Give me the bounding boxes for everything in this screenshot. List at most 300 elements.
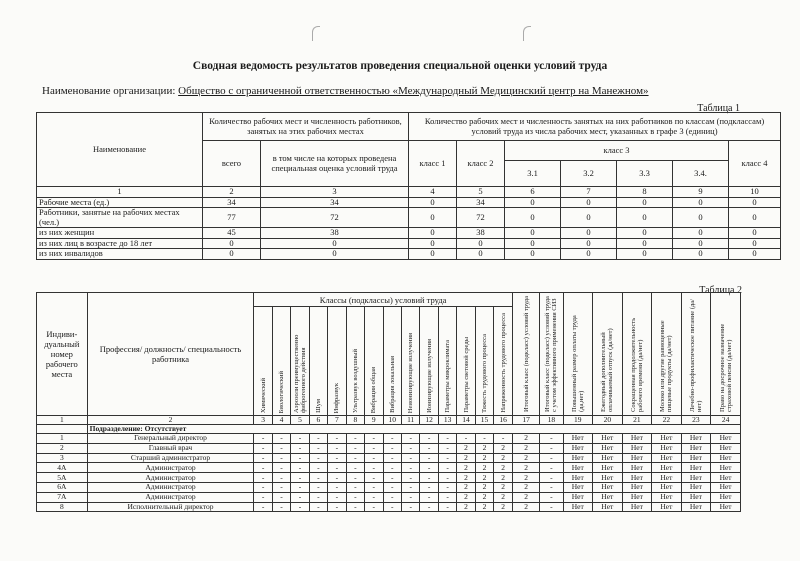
t1-row bbox=[37, 249, 781, 260]
t2-cell: - bbox=[420, 482, 438, 492]
t2-col-number: 3 bbox=[254, 416, 272, 425]
t2-cell: - bbox=[383, 473, 401, 483]
t2-profession: Старший администратор bbox=[87, 453, 254, 463]
t1-header-total: всего bbox=[203, 141, 261, 187]
t2-cell: - bbox=[457, 434, 475, 444]
t2-cell: - bbox=[365, 463, 383, 473]
t2-cell: Нет bbox=[681, 453, 711, 463]
t1-col-number: 8 bbox=[617, 187, 673, 198]
t2-cell: - bbox=[272, 443, 290, 453]
t2-header-factor-wrap bbox=[402, 307, 419, 415]
t1-cell: 0 bbox=[457, 238, 505, 249]
t2-cell: - bbox=[420, 463, 438, 473]
t2-cell: Нет bbox=[563, 453, 593, 463]
t1-cell: 0 bbox=[203, 238, 261, 249]
t2-header-extra-col bbox=[540, 293, 563, 416]
t2-cell: 2 bbox=[457, 473, 475, 483]
t2-profession: Администратор bbox=[87, 492, 254, 502]
t2-cell: - bbox=[291, 502, 309, 512]
t1-cell: 72 bbox=[261, 208, 409, 228]
t2-cell: - bbox=[494, 434, 513, 444]
t1-cell: 0 bbox=[673, 249, 729, 260]
t2-cell: Нет bbox=[711, 453, 741, 463]
t2-cell: - bbox=[540, 473, 563, 483]
t2-cell: - bbox=[328, 473, 346, 483]
t2-header-factor-text: Биологический bbox=[278, 370, 286, 413]
t1-cell: 0 bbox=[505, 238, 561, 249]
t2-cell: - bbox=[272, 473, 290, 483]
t2-cell: - bbox=[309, 453, 327, 463]
t2-cell: Нет bbox=[711, 492, 741, 502]
t2-cell: - bbox=[401, 492, 419, 502]
t2-header-extra-wrap bbox=[682, 294, 711, 414]
t2-cell: Нет bbox=[681, 434, 711, 444]
t2-cell: - bbox=[438, 492, 456, 502]
t2-cell: - bbox=[401, 473, 419, 483]
t2-cell: Нет bbox=[563, 463, 593, 473]
t2-header-factor-wrap bbox=[310, 307, 327, 415]
t2-cell: - bbox=[346, 482, 364, 492]
t1-cell: 0 bbox=[561, 228, 617, 239]
t2-cell: - bbox=[540, 463, 563, 473]
t2-cell: Нет bbox=[652, 482, 682, 492]
t1-cell: 0 bbox=[617, 238, 673, 249]
t2-header-factor-text: Вибрация общая bbox=[370, 366, 378, 413]
t1-header-class3-1: 3.1 bbox=[505, 161, 561, 187]
t1-header-class4: класс 4 bbox=[729, 141, 781, 187]
t2-header-factor bbox=[438, 307, 456, 416]
t2-cell: - bbox=[272, 434, 290, 444]
table2 bbox=[36, 292, 741, 512]
t2-profession: Администратор bbox=[87, 463, 254, 473]
t1-header-classes: Количество рабочих мест и численность занятых на них работников по классам (подклассам) условий труда из числа рабочих мест, указанных в графе 3 (единиц) bbox=[409, 113, 781, 141]
t2-cell: Нет bbox=[593, 443, 623, 453]
t2-header-factor-wrap bbox=[457, 307, 474, 415]
t2-cell: - bbox=[346, 443, 364, 453]
table1-label: Таблица 1 bbox=[697, 103, 740, 114]
t2-header-factor-wrap bbox=[328, 307, 345, 415]
t1-col-number: 10 bbox=[729, 187, 781, 198]
t2-subdivision-row bbox=[37, 425, 741, 434]
t2-cell: Нет bbox=[652, 492, 682, 502]
t1-cell: 45 bbox=[203, 228, 261, 239]
t2-cell: - bbox=[272, 492, 290, 502]
t2-header-factor bbox=[291, 307, 309, 416]
t2-col-number: 6 bbox=[309, 416, 327, 425]
t2-col-number: 17 bbox=[512, 416, 539, 425]
table1 bbox=[36, 112, 781, 260]
t2-header-factor-text: Неионизирующие излучения bbox=[407, 332, 415, 413]
t2-workplace-number: 5А bbox=[37, 473, 88, 483]
t2-row bbox=[37, 502, 741, 512]
t2-cell: - bbox=[383, 463, 401, 473]
t2-row bbox=[37, 453, 741, 463]
t2-cell: - bbox=[401, 482, 419, 492]
t1-cell: 0 bbox=[729, 197, 781, 208]
t2-cell: - bbox=[383, 434, 401, 444]
t1-col-number: 1 bbox=[37, 187, 203, 198]
t2-header-factor-text: Ультразвук воздушный bbox=[351, 349, 359, 413]
t1-row-label: Рабочие места (ед.) bbox=[37, 197, 203, 208]
t2-cell: - bbox=[401, 502, 419, 512]
t2-workplace-number: 4А bbox=[37, 463, 88, 473]
t2-header-factor-wrap bbox=[439, 307, 456, 415]
t2-header-factor bbox=[346, 307, 364, 416]
t1-cell: 0 bbox=[505, 208, 561, 228]
t1-cell: 0 bbox=[617, 249, 673, 260]
t2-workplace-number: 1 bbox=[37, 434, 88, 444]
t1-cell: 0 bbox=[505, 228, 561, 239]
t2-cell: - bbox=[309, 463, 327, 473]
t2-cell: Нет bbox=[593, 463, 623, 473]
t2-header-factor-text: Химический bbox=[259, 377, 267, 413]
t2-cell: - bbox=[365, 482, 383, 492]
t2-cell: - bbox=[254, 473, 272, 483]
t2-cell: - bbox=[438, 502, 456, 512]
punch-mark-right bbox=[523, 26, 531, 41]
t2-cell: - bbox=[540, 482, 563, 492]
t1-cell: 0 bbox=[729, 249, 781, 260]
t2-cell: - bbox=[309, 492, 327, 502]
t2-cell: Нет bbox=[593, 492, 623, 502]
t1-header-class2: класс 2 bbox=[457, 141, 505, 187]
t2-cell: - bbox=[291, 473, 309, 483]
t2-col-number: 10 bbox=[383, 416, 401, 425]
t2-cell: - bbox=[383, 492, 401, 502]
t2-cell: - bbox=[309, 502, 327, 512]
t2-header-factor bbox=[457, 307, 475, 416]
table2-label: Таблица 2 bbox=[699, 285, 742, 296]
t1-cell: 0 bbox=[617, 228, 673, 239]
t2-cell: 2 bbox=[494, 492, 513, 502]
t2-row bbox=[37, 473, 741, 483]
t2-cell: 2 bbox=[512, 463, 539, 473]
t2-profession: Исполнительный директор bbox=[87, 502, 254, 512]
t2-col-number: 19 bbox=[563, 416, 593, 425]
t2-cell: Нет bbox=[711, 434, 741, 444]
t2-cell: - bbox=[365, 453, 383, 463]
t2-header-extra-wrap bbox=[540, 294, 562, 414]
t2-header-number: Индиви-дуальный номер рабочего места bbox=[37, 293, 88, 416]
t2-row bbox=[37, 492, 741, 502]
t2-header-factor-text: Аэрозоли преимущественно фиброгенного действия bbox=[292, 334, 307, 413]
t2-cell: - bbox=[309, 443, 327, 453]
t2-header-factor-wrap bbox=[347, 307, 364, 415]
t2-cell: Нет bbox=[681, 502, 711, 512]
t2-cell: - bbox=[365, 443, 383, 453]
t2-cell: - bbox=[254, 502, 272, 512]
t2-cell: Нет bbox=[622, 482, 652, 492]
t2-header-extra-col bbox=[593, 293, 623, 416]
t2-cell: - bbox=[346, 434, 364, 444]
t2-cell: - bbox=[420, 443, 438, 453]
t1-row-label: Работники, занятые на рабочих местах (чел.) bbox=[37, 208, 203, 228]
t2-cell: - bbox=[328, 502, 346, 512]
t1-cell: 34 bbox=[203, 197, 261, 208]
t2-cell: - bbox=[365, 473, 383, 483]
t2-cell: 2 bbox=[457, 443, 475, 453]
t2-profession: Администратор bbox=[87, 482, 254, 492]
t1-cell: 0 bbox=[673, 197, 729, 208]
t2-cell: - bbox=[272, 482, 290, 492]
t2-cell: - bbox=[438, 482, 456, 492]
t1-cell: 0 bbox=[261, 249, 409, 260]
t2-header-profession: Профессия/ должность/ специальность работника bbox=[87, 293, 254, 416]
t2-header-extra-text: Лечебно-профилактическое питание (да/нет) bbox=[688, 299, 703, 412]
t1-col-number: 2 bbox=[203, 187, 261, 198]
t1-col-number: 5 bbox=[457, 187, 505, 198]
t2-cell: Нет bbox=[563, 443, 593, 453]
t2-header-extra-text: Сокращенная продолжительность рабочего времени (да/нет) bbox=[629, 317, 644, 412]
t2-cell: 2 bbox=[512, 492, 539, 502]
t2-cell: - bbox=[438, 453, 456, 463]
t2-header-extra-text: Право на досрочное назначение страховой пенсии (да/нет) bbox=[718, 323, 733, 412]
t2-cell: 2 bbox=[512, 453, 539, 463]
t2-cell: Нет bbox=[652, 502, 682, 512]
t2-workplace-number: 7А bbox=[37, 492, 88, 502]
t1-header-class3-2: 3.2 bbox=[561, 161, 617, 187]
t2-cell: Нет bbox=[652, 443, 682, 453]
t2-header-factor bbox=[272, 307, 290, 416]
t1-cell: 0 bbox=[729, 238, 781, 249]
t2-cell: Нет bbox=[563, 434, 593, 444]
t2-header-factor bbox=[328, 307, 346, 416]
t2-header-factor bbox=[309, 307, 327, 416]
t2-col-number: 2 bbox=[87, 416, 254, 425]
t1-cell: 34 bbox=[457, 197, 505, 208]
t2-col-number: 13 bbox=[438, 416, 456, 425]
t1-row-label: из них инвалидов bbox=[37, 249, 203, 260]
t1-cell: 0 bbox=[409, 208, 457, 228]
t1-cell: 0 bbox=[409, 238, 457, 249]
t1-cell: 0 bbox=[261, 238, 409, 249]
t2-cell: - bbox=[291, 453, 309, 463]
t2-cell: - bbox=[346, 502, 364, 512]
t2-header-extra-text: Ежегодный дополнительный оплачиваемый отпуск (да/нет) bbox=[600, 328, 615, 412]
t2-header-extra-col bbox=[563, 293, 593, 416]
t1-col-number: 6 bbox=[505, 187, 561, 198]
t2-cell: - bbox=[254, 453, 272, 463]
t2-row bbox=[37, 443, 741, 453]
t2-cell: - bbox=[346, 463, 364, 473]
t2-cell: Нет bbox=[622, 443, 652, 453]
t2-header-extra-wrap bbox=[652, 294, 681, 414]
t2-header-factor-wrap bbox=[254, 307, 271, 415]
t2-cell: - bbox=[291, 482, 309, 492]
t2-header-extra-wrap bbox=[593, 294, 622, 414]
t2-cell: - bbox=[272, 453, 290, 463]
t2-header-factor-wrap bbox=[494, 307, 512, 415]
t2-cell: - bbox=[365, 502, 383, 512]
t2-col-number: 22 bbox=[652, 416, 682, 425]
t2-cell: - bbox=[309, 473, 327, 483]
t2-cell: - bbox=[401, 453, 419, 463]
t2-cell: Нет bbox=[711, 443, 741, 453]
t2-cell: 2 bbox=[494, 443, 513, 453]
t2-header-factor-text: Тяжесть трудового процесса bbox=[481, 334, 488, 413]
t2-cell: 2 bbox=[512, 473, 539, 483]
t2-col-number: 4 bbox=[272, 416, 290, 425]
t2-cell: 2 bbox=[475, 463, 493, 473]
t2-number-row bbox=[37, 416, 741, 425]
t2-cell: - bbox=[254, 443, 272, 453]
t2-header-extra-col bbox=[512, 293, 539, 416]
t2-header-extra-wrap bbox=[711, 294, 740, 414]
t2-cell: - bbox=[328, 443, 346, 453]
t1-cell: 0 bbox=[617, 197, 673, 208]
t1-cell: 0 bbox=[673, 228, 729, 239]
t2-col-number: 5 bbox=[291, 416, 309, 425]
t2-cell: - bbox=[383, 453, 401, 463]
t1-row bbox=[37, 208, 781, 228]
t1-cell: 0 bbox=[409, 197, 457, 208]
t1-cell: 0 bbox=[457, 249, 505, 260]
t2-cell: 2 bbox=[475, 443, 493, 453]
t1-col-number: 3 bbox=[261, 187, 409, 198]
t2-cell: 2 bbox=[494, 473, 513, 483]
t1-cell: 0 bbox=[617, 208, 673, 228]
t1-cell: 0 bbox=[729, 208, 781, 228]
t1-row bbox=[37, 228, 781, 239]
t2-header-extra-wrap bbox=[564, 294, 593, 414]
t2-cell: - bbox=[328, 453, 346, 463]
t1-cell: 0 bbox=[729, 228, 781, 239]
t2-header-factor-wrap bbox=[420, 307, 437, 415]
t1-cell: 34 bbox=[261, 197, 409, 208]
t2-workplace-number: 8 bbox=[37, 502, 88, 512]
t2-cell: 2 bbox=[457, 492, 475, 502]
t2-cell: - bbox=[346, 473, 364, 483]
t2-cell: Нет bbox=[681, 463, 711, 473]
t2-cell: - bbox=[254, 492, 272, 502]
t1-header-workplaces: Количество рабочих мест и численность работников, занятых на этих рабочих местах bbox=[203, 113, 409, 141]
t2-header-factor bbox=[365, 307, 383, 416]
t2-col-number: 9 bbox=[365, 416, 383, 425]
t2-cell: Нет bbox=[622, 453, 652, 463]
t2-header-factor-wrap bbox=[273, 307, 290, 415]
t2-cell: Нет bbox=[563, 492, 593, 502]
t1-cell: 38 bbox=[457, 228, 505, 239]
t2-cell: - bbox=[309, 434, 327, 444]
t2-cell: Нет bbox=[681, 473, 711, 483]
t2-cell: Нет bbox=[622, 502, 652, 512]
t2-profession: Главный врач bbox=[87, 443, 254, 453]
t2-cell: Нет bbox=[711, 463, 741, 473]
t2-cell: - bbox=[540, 453, 563, 463]
t2-header-factor-text: Инфразвук bbox=[333, 382, 341, 413]
t2-cell: Нет bbox=[711, 473, 741, 483]
t2-header-factor bbox=[383, 307, 401, 416]
t1-cell: 77 bbox=[203, 208, 261, 228]
t2-cell: - bbox=[254, 482, 272, 492]
t2-header-factor-text: Параметры световой среды bbox=[462, 337, 470, 413]
t2-header-extra-text: Итоговый класс (подкласс) условий труда с учетом эффективного применения СИЗ bbox=[544, 296, 559, 412]
t2-workplace-number: 3 bbox=[37, 453, 88, 463]
t2-workplace-number: 2 bbox=[37, 443, 88, 453]
t2-cell: Нет bbox=[622, 463, 652, 473]
t2-cell: Нет bbox=[593, 453, 623, 463]
t2-cell: - bbox=[420, 502, 438, 512]
t2-header-extra-text: Повышенный размер оплаты труда (да,нет) bbox=[570, 315, 585, 412]
t2-subdivision: Подразделение: Отсутствует bbox=[87, 425, 740, 434]
t1-cell: 0 bbox=[561, 238, 617, 249]
t2-cell: - bbox=[272, 463, 290, 473]
t2-row bbox=[37, 482, 741, 492]
t2-cell: - bbox=[540, 434, 563, 444]
t1-col-number: 9 bbox=[673, 187, 729, 198]
t2-cell: - bbox=[438, 443, 456, 453]
t2-col-number: 12 bbox=[420, 416, 438, 425]
t2-cell: - bbox=[383, 443, 401, 453]
t1-cell: 38 bbox=[261, 228, 409, 239]
t2-cell: Нет bbox=[622, 492, 652, 502]
t2-cell: Нет bbox=[652, 434, 682, 444]
t2-header-factor bbox=[254, 307, 272, 416]
t2-cell: - bbox=[328, 492, 346, 502]
t1-cell: 0 bbox=[505, 249, 561, 260]
t2-cell: 2 bbox=[494, 482, 513, 492]
t2-cell: - bbox=[420, 492, 438, 502]
t2-cell: 2 bbox=[512, 443, 539, 453]
t2-cell: - bbox=[254, 434, 272, 444]
t2-cell: 2 bbox=[512, 482, 539, 492]
t2-header-factor-wrap bbox=[476, 307, 493, 415]
punch-mark-left bbox=[312, 26, 320, 41]
t2-cell: 2 bbox=[457, 482, 475, 492]
t2-workplace-number: 6А bbox=[37, 482, 88, 492]
t1-header-name: Наименование bbox=[37, 113, 203, 187]
t2-col-number: 24 bbox=[711, 416, 741, 425]
t2-header-factor-text: Ионизирующие излучения bbox=[425, 339, 433, 413]
t1-header-class3: класс 3 bbox=[505, 141, 729, 161]
t2-cell: 2 bbox=[475, 482, 493, 492]
t2-cell: Нет bbox=[593, 482, 623, 492]
t2-cell: 2 bbox=[457, 463, 475, 473]
organization-label: Наименование организации: bbox=[42, 85, 176, 97]
t1-cell: 0 bbox=[561, 249, 617, 260]
t2-cell: 2 bbox=[475, 453, 493, 463]
t2-cell: Нет bbox=[711, 482, 741, 492]
t2-header-extra-wrap bbox=[513, 294, 539, 414]
t2-row bbox=[37, 463, 741, 473]
t2-header-factor bbox=[475, 307, 493, 416]
t2-cell: Нет bbox=[593, 434, 623, 444]
t2-cell: 2 bbox=[494, 502, 513, 512]
t2-header-factor-wrap bbox=[365, 307, 382, 415]
t1-cell: 72 bbox=[457, 208, 505, 228]
t2-cell: 2 bbox=[475, 492, 493, 502]
t1-cell: 0 bbox=[409, 249, 457, 260]
t2-cell: - bbox=[540, 443, 563, 453]
t2-col-number: 20 bbox=[593, 416, 623, 425]
t2-cell: - bbox=[401, 443, 419, 453]
t1-row bbox=[37, 197, 781, 208]
t2-cell: - bbox=[420, 434, 438, 444]
t1-col-number: 7 bbox=[561, 187, 617, 198]
t2-cell: 2 bbox=[457, 453, 475, 463]
t2-cell: Нет bbox=[711, 502, 741, 512]
t2-col-number: 16 bbox=[494, 416, 513, 425]
t2-cell: - bbox=[420, 473, 438, 483]
t2-cell: - bbox=[540, 502, 563, 512]
t2-col-number: 23 bbox=[681, 416, 711, 425]
t2-cell: - bbox=[420, 453, 438, 463]
t2-cell: 2 bbox=[494, 453, 513, 463]
t2-cell: - bbox=[291, 492, 309, 502]
t2-row bbox=[37, 434, 741, 444]
t2-cell: - bbox=[328, 463, 346, 473]
t1-header-class1: класс 1 bbox=[409, 141, 457, 187]
